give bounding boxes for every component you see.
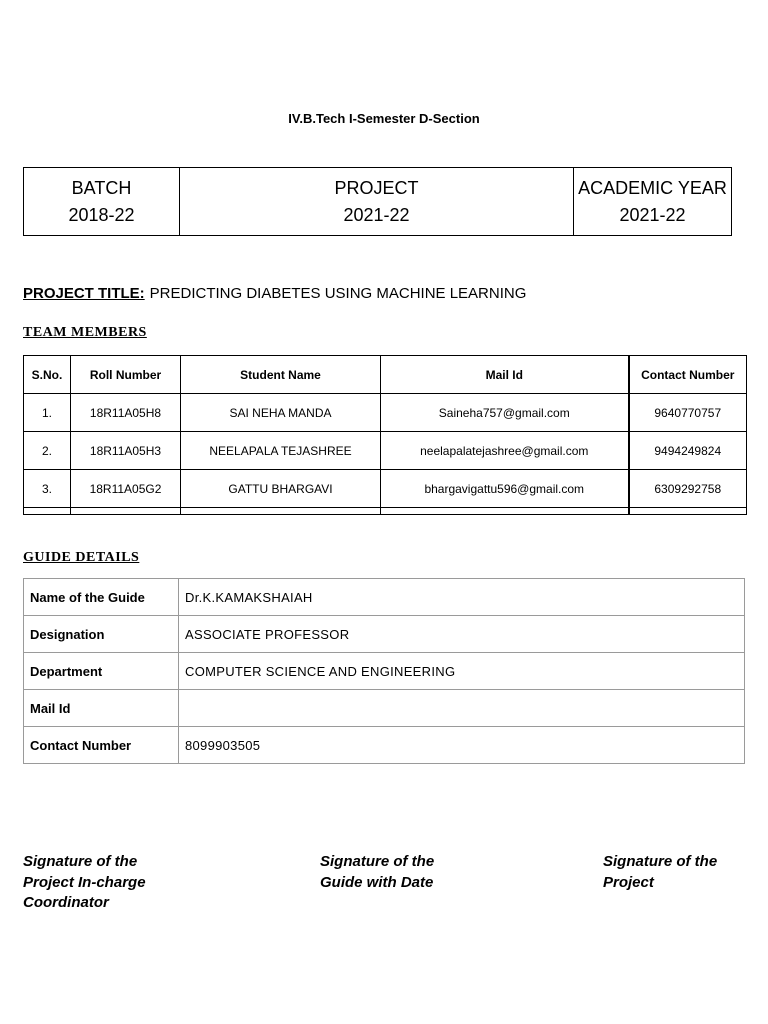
- guide-value: ASSOCIATE PROFESSOR: [179, 616, 745, 653]
- signature-line: Project In-charge: [23, 873, 146, 891]
- table-row: [24, 432, 747, 470]
- project-label: PROJECT: [334, 177, 419, 198]
- guide-key: Contact Number: [24, 727, 179, 764]
- guide-row-contact-number: [24, 727, 745, 764]
- signature-line: Project: [603, 873, 654, 891]
- signature-line: Guide with Date: [320, 873, 434, 891]
- cell-roll-number: 18R11A05H8: [71, 394, 181, 432]
- project-title-value: PREDICTING DIABETES USING MACHINE LEARNING: [149, 285, 527, 302]
- table-row: [24, 470, 747, 508]
- guide-value: [179, 690, 745, 727]
- project-value: 2021-22: [343, 204, 410, 225]
- guide-row-mail-id: [24, 690, 745, 727]
- project-cell: [179, 168, 573, 235]
- project-title-label: PROJECT TITLE:: [23, 285, 145, 302]
- cell-roll-number: 18R11A05H3: [71, 432, 181, 470]
- empty-cell: [181, 508, 381, 515]
- column-header-mail-id: Mail Id: [381, 356, 629, 394]
- document-subtitle: IV.B.Tech I-Semester D-Section: [288, 111, 480, 126]
- empty-cell: [71, 508, 181, 515]
- guide-key: Mail Id: [24, 690, 179, 727]
- cell-sno: 1.: [24, 394, 71, 432]
- signature-guide: [320, 852, 434, 893]
- column-header-student-name: Student Name: [181, 356, 381, 394]
- academic-year-value: 2021-22: [619, 204, 686, 225]
- academic-year-label: ACADEMIC YEAR: [578, 177, 727, 198]
- team-members-heading: TEAM MEMBERS: [23, 325, 147, 340]
- column-header-contact-number: Contact Number: [629, 356, 747, 394]
- cell-sno: 2.: [24, 432, 71, 470]
- column-header-roll-number: Roll Number: [71, 356, 181, 394]
- guide-details-heading: GUIDE DETAILS: [23, 550, 140, 565]
- header-box: [23, 167, 732, 236]
- guide-key: Name of the Guide: [24, 579, 179, 616]
- guide-row-designation: [24, 616, 745, 653]
- cell-sno: 3.: [24, 470, 71, 508]
- signature-line: Signature of the: [320, 853, 435, 870]
- cell-mail-id: bhargavigattu596@gmail.com: [381, 470, 629, 508]
- cell-contact-number: 9640770757: [629, 394, 747, 432]
- empty-cell: [381, 508, 629, 515]
- empty-cell: [629, 508, 747, 515]
- guide-value: COMPUTER SCIENCE AND ENGINEERING: [179, 653, 745, 690]
- team-members-table: [23, 355, 747, 515]
- cell-mail-id: neelapalatejashree@gmail.com: [381, 432, 629, 470]
- guide-value: Dr.K.KAMAKSHAIAH: [179, 579, 745, 616]
- batch-cell: [24, 168, 179, 235]
- empty-table-row: [24, 508, 747, 515]
- guide-key: Designation: [24, 616, 179, 653]
- academic-year-cell: [573, 168, 731, 235]
- cell-contact-number: 9494249824: [629, 432, 747, 470]
- cell-contact-number: 6309292758: [629, 470, 747, 508]
- empty-cell: [24, 508, 71, 515]
- table-row: [24, 394, 747, 432]
- cell-student-name: SAI NEHA MANDA: [181, 394, 381, 432]
- cell-student-name: NEELAPALA TEJASHREE: [181, 432, 381, 470]
- guide-details-table: [23, 578, 745, 764]
- guide-key: Department: [24, 653, 179, 690]
- signature-line: Signature of the: [23, 853, 138, 870]
- guide-row-name: [24, 579, 745, 616]
- guide-value: 8099903505: [179, 727, 745, 764]
- guide-row-department: [24, 653, 745, 690]
- cell-roll-number: 18R11A05G2: [71, 470, 181, 508]
- signature-line: Coordinator: [23, 894, 109, 911]
- signature-project-incharge-coordinator: [23, 852, 146, 914]
- project-title: [23, 285, 526, 302]
- signature-line: Signature of the: [603, 853, 718, 870]
- cell-student-name: GATTU BHARGAVI: [181, 470, 381, 508]
- signature-project: [603, 852, 717, 893]
- batch-label: BATCH: [71, 177, 132, 198]
- batch-value: 2018-22: [68, 204, 135, 225]
- table-header-row: [24, 356, 747, 394]
- cell-mail-id: Saineha757@gmail.com: [381, 394, 629, 432]
- column-header-sno: S.No.: [24, 356, 71, 394]
